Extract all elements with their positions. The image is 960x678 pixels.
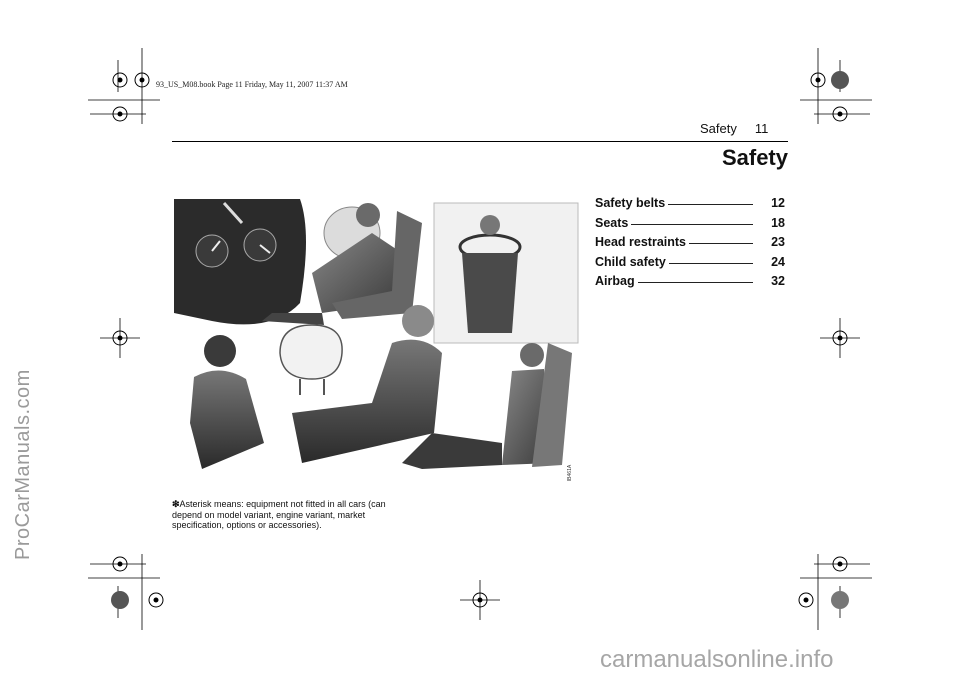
toc-entry[interactable] (595, 255, 785, 275)
toc-label: Head restraints (595, 235, 687, 249)
asterisk-footnote (172, 499, 412, 531)
toc-entry[interactable] (595, 196, 785, 216)
toc-entry[interactable] (595, 216, 785, 236)
toc-leader (631, 224, 753, 225)
toc-label: Airbag (595, 274, 635, 288)
running-head-section: Safety (700, 121, 737, 136)
chapter-toc (595, 196, 785, 294)
toc-page: 12 (771, 196, 785, 210)
toc-entry[interactable] (595, 235, 785, 255)
toc-page: 23 (771, 235, 785, 249)
header-rule (172, 141, 788, 142)
print-info: 93_US_M08.book Page 11 Friday, May 11, 2007 11:37 AM (156, 80, 348, 89)
page-number: 11 (754, 121, 769, 136)
toc-label: Seats (595, 215, 629, 230)
toc-leader (669, 263, 753, 264)
running-head (700, 121, 768, 136)
toc-page: 32 (771, 274, 785, 288)
footnote-text: Asterisk means: equipment not fitted in all cars (can depend on model variant, engine variant, market specification, options or accessories). (172, 499, 386, 530)
illustration-code: IB461A (567, 464, 574, 482)
toc-label: Child safety (595, 254, 666, 269)
toc-page: 24 (771, 254, 785, 269)
watermark-side: ProCarManuals.com (12, 369, 34, 560)
safety-illustration (172, 193, 580, 490)
toc-leader (689, 243, 753, 244)
toc-leader (668, 204, 753, 205)
toc-label: Safety belts (595, 196, 666, 210)
toc-page: 18 (771, 215, 785, 230)
asterisk-icon: ❇ (172, 499, 180, 509)
watermark-bottom: carmanualsonline.info (600, 646, 834, 673)
chapter-title: Safety (721, 145, 788, 170)
toc-entry[interactable] (595, 274, 785, 294)
toc-leader (638, 282, 753, 283)
